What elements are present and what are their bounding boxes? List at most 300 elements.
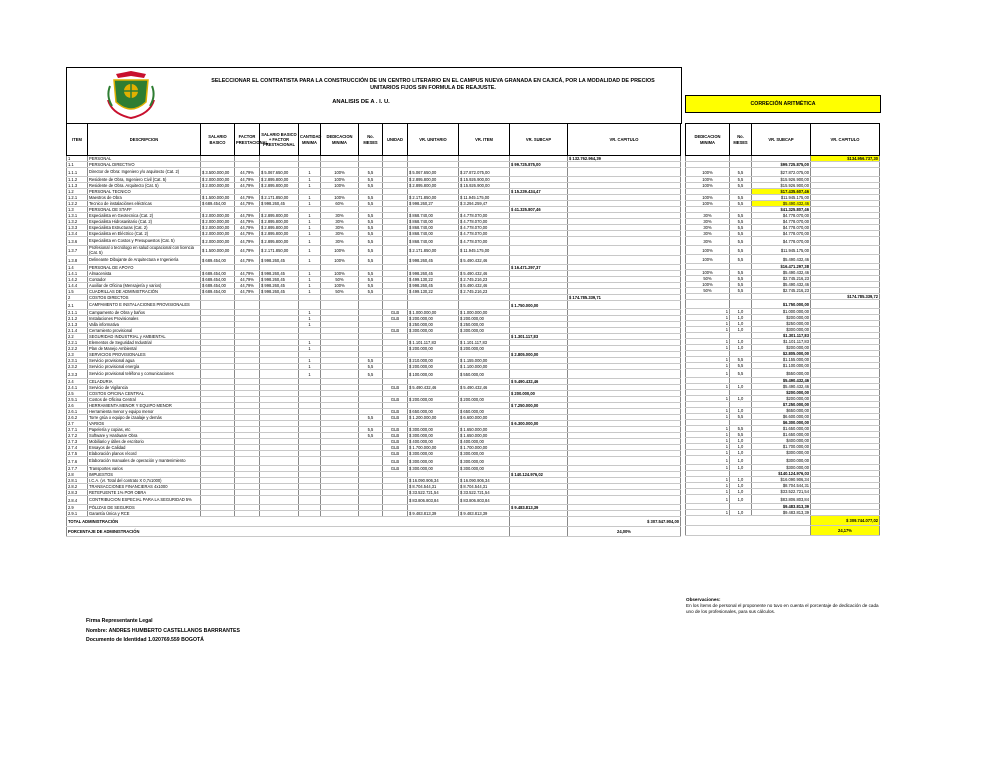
ca-dedicacion: 1 bbox=[686, 432, 730, 438]
ca-capitulo bbox=[811, 495, 880, 504]
ca-table-row bbox=[686, 369, 880, 378]
item-description: Contador bbox=[88, 277, 201, 283]
firma-documento: Documento de Identidad 1.020769.559 BOGOTÁ bbox=[86, 637, 204, 644]
item-description: Torre grúa o equipo de izaalaje y demás bbox=[88, 415, 201, 421]
numero-meses: 5,5 bbox=[359, 195, 383, 201]
ca-spacer bbox=[686, 516, 811, 526]
salario-basico: $ 689.454,00 bbox=[201, 277, 235, 283]
valor-capitulo bbox=[568, 496, 681, 505]
valor-item: $ 4.778.070,00 bbox=[459, 225, 510, 231]
item-code: 2.6 bbox=[67, 403, 88, 409]
item-code: 2.8.1 bbox=[67, 478, 88, 484]
valor-unitario: $ 998.260,45 bbox=[408, 283, 459, 289]
valor-unitario: $ 210.000,00 bbox=[408, 358, 459, 364]
ca-dedicacion: 1 bbox=[686, 483, 730, 489]
dedicacion-minima bbox=[321, 370, 359, 379]
factor-prestacional: 44,79% bbox=[235, 219, 260, 225]
valor-item: $ 9.483.813,39 bbox=[459, 511, 510, 517]
ca-subcap: $15.926.900,00 bbox=[752, 177, 811, 183]
valor-subcapitulo: $ 16.471.297,37 bbox=[510, 265, 568, 271]
item-description: Elaboración manuales de operación y mantenimiento bbox=[88, 457, 201, 466]
salario-basico bbox=[201, 457, 235, 466]
valor-unitario: $ 9.483.813,39 bbox=[408, 511, 459, 517]
cantidad-minima: 1 bbox=[299, 225, 321, 231]
ca-subcap: $8.704.544,31 bbox=[752, 483, 811, 489]
salario-basico: $ 2.000.000,00 bbox=[201, 237, 235, 246]
ca-meses: 5,5 bbox=[730, 195, 752, 201]
item-description: Elementos de Seguridad Industrial bbox=[88, 340, 201, 346]
item-description: Costos de Oficina Central bbox=[88, 397, 201, 403]
ca-subcap: $9.483.813,39 bbox=[752, 510, 811, 516]
item-description: CONTRIBUCION ESPECIAL PARA LA SEGURIDAD 5% bbox=[88, 496, 201, 505]
cantidad-minima: 1 bbox=[299, 289, 321, 295]
numero-meses: 5,5 bbox=[359, 183, 383, 189]
factor-prestacional: 44,79% bbox=[235, 283, 260, 289]
ca-table-row bbox=[686, 526, 880, 536]
ca-dedicacion: 100% bbox=[686, 282, 730, 288]
item-description: Instalaciones Provisionales bbox=[88, 316, 201, 322]
item-description: Ensayos de Calidad bbox=[88, 445, 201, 451]
ca-subcap: $1.750.000,00 bbox=[752, 300, 811, 309]
factor-prestacional: 44,79% bbox=[235, 271, 260, 277]
ca-subcap: $16.471.297,38 bbox=[752, 264, 811, 270]
observaciones-text: En los ítems de personal el proponente no tuvo en cuenta el porcentaje de dedicación de cada uno de los profesionales, para sus cálculos. bbox=[686, 602, 879, 614]
numero-meses bbox=[359, 496, 383, 505]
item-code: 2.8.2 bbox=[67, 484, 88, 490]
dedicacion-minima: 100% bbox=[321, 283, 359, 289]
item-description: TRANSACCIONES FINANCIERAS 4x1000 bbox=[88, 484, 201, 490]
valor-item bbox=[459, 301, 510, 310]
valor-subcapitulo bbox=[510, 370, 568, 379]
ca-subcap: $2.745.216,23 bbox=[752, 276, 811, 282]
ca-column-header: VR. SUBCAP bbox=[752, 124, 811, 156]
valor-item: $ 5.490.432,46 bbox=[459, 271, 510, 277]
valor-subcapitulo: $ 99.725.875,00 bbox=[510, 162, 568, 168]
ca-meses: 5,5 bbox=[730, 369, 752, 378]
correccion-aritmetica-table bbox=[685, 123, 880, 536]
salario-mas-factor: $ 998.260,45 bbox=[260, 277, 299, 283]
ca-subcap: $1.155.000,00 bbox=[752, 357, 811, 363]
salario-mas-factor bbox=[260, 301, 299, 310]
salario-mas-factor: $ 2.895.800,00 bbox=[260, 219, 299, 225]
valor-subcapitulo: $ 15.239.434,47 bbox=[510, 189, 568, 195]
ca-dedicacion: 1 bbox=[686, 363, 730, 369]
cantidad-minima: 1 bbox=[299, 168, 321, 177]
item-description: PÓLIZAS DE SEGUROS bbox=[88, 505, 201, 511]
unidad bbox=[383, 301, 408, 310]
ca-meses: 1,0 bbox=[730, 489, 752, 495]
ca-subcap: $1.700.000,00 bbox=[752, 444, 811, 450]
dedicacion-minima bbox=[321, 301, 359, 310]
valor-capitulo bbox=[568, 246, 681, 256]
cantidad-minima: 1 bbox=[299, 346, 321, 352]
item-code: 2.2.2 bbox=[67, 346, 88, 352]
item-code: 2.7.5 bbox=[67, 451, 88, 457]
salario-basico bbox=[201, 370, 235, 379]
item-description: Servicio provisional teléfono y comunicaciones bbox=[88, 370, 201, 379]
ca-subcap: $200.000,00 bbox=[752, 396, 811, 402]
table-row bbox=[67, 457, 681, 466]
salario-mas-factor: $ 2.171.850,00 bbox=[260, 246, 299, 256]
ca-table-row bbox=[686, 237, 880, 246]
salario-basico bbox=[201, 496, 235, 505]
ca-subcap: $1.000.000,00 bbox=[752, 309, 811, 315]
item-code: 1.1.2 bbox=[67, 177, 88, 183]
unidad bbox=[383, 246, 408, 256]
ca-capitulo bbox=[811, 237, 880, 246]
ca-dedicacion: 30% bbox=[686, 219, 730, 225]
dedicacion-minima: 50% bbox=[321, 277, 359, 283]
cantidad-minima: 1 bbox=[299, 271, 321, 277]
document-subtitle: ANALISIS DE A . I. U. bbox=[332, 99, 390, 105]
numero-meses: 5,5 bbox=[359, 277, 383, 283]
ca-dedicacion: 1 bbox=[686, 327, 730, 333]
valor-item: $ 4.778.070,00 bbox=[459, 213, 510, 219]
valor-capitulo bbox=[568, 370, 681, 379]
ca-header-row bbox=[686, 124, 880, 156]
valor-unitario: $ 300.000,00 bbox=[408, 457, 459, 466]
ca-subcap: $4.778.070,00 bbox=[752, 231, 811, 237]
salario-mas-factor: $ 998.260,45 bbox=[260, 201, 299, 207]
ca-meses: 5,5 bbox=[730, 426, 752, 432]
item-description: Especialista en Eléctrico (Cat. 2) bbox=[88, 231, 201, 237]
ca-table-row bbox=[686, 255, 880, 264]
item-description: Director de Obra: Ingeniero y/o arquitecto (Cat. 2) bbox=[88, 168, 201, 177]
ca-dedicacion: 1 bbox=[686, 357, 730, 363]
item-description: Especialista Hidrosanitario (Cat. 2) bbox=[88, 219, 201, 225]
item-code: 2.3.2 bbox=[67, 364, 88, 370]
cantidad-minima: 1 bbox=[299, 322, 321, 328]
salario-mas-factor bbox=[260, 457, 299, 466]
ca-dedicacion: 1 bbox=[686, 444, 730, 450]
ca-subcap: $5.490.432,46 bbox=[752, 201, 811, 207]
cantidad-minima: 1 bbox=[299, 195, 321, 201]
item-code: 2.4 bbox=[67, 379, 88, 385]
unidad bbox=[383, 370, 408, 379]
ca-meses: 5,5 bbox=[730, 225, 752, 231]
cantidad-minima: 1 bbox=[299, 201, 321, 207]
ca-dedicacion: 1 bbox=[686, 477, 730, 483]
item-description: PERSONAL DE APOYO bbox=[88, 265, 201, 271]
numero-meses: 5,5 bbox=[359, 289, 383, 295]
factor-prestacional: 44,79% bbox=[235, 213, 260, 219]
valor-capitulo bbox=[568, 256, 681, 265]
item-code: 2.6.2 bbox=[67, 415, 88, 421]
ca-capitulo bbox=[811, 255, 880, 264]
total-label: TOTAL ADMINISTRACIÓN bbox=[67, 517, 510, 527]
valor-item: $ 4.778.070,00 bbox=[459, 237, 510, 246]
ca-meses: 1,0 bbox=[730, 309, 752, 315]
valor-unitario: $ 2.171.850,00 bbox=[408, 195, 459, 201]
ca-meses: 5,5 bbox=[730, 255, 752, 264]
column-header: SALARIO BASICO bbox=[201, 124, 235, 156]
valor-unitario: $ 200.000,00 bbox=[408, 364, 459, 370]
valor-item: $ 250.000,00 bbox=[459, 322, 510, 328]
table-row bbox=[67, 517, 681, 527]
ca-spacer bbox=[686, 526, 811, 536]
salario-basico: $ 1.500.000,00 bbox=[201, 246, 235, 256]
item-description: PERSONAL DE STAFF bbox=[88, 207, 201, 213]
factor-prestacional: 44,79% bbox=[235, 237, 260, 246]
numero-meses: 5,5 bbox=[359, 415, 383, 421]
ca-capitulo bbox=[811, 300, 880, 309]
valor-unitario: $ 868.740,00 bbox=[408, 225, 459, 231]
item-code: 2.3.1 bbox=[67, 358, 88, 364]
item-code: 1.4.4 bbox=[67, 283, 88, 289]
item-description: Auxiliar de Oficina (Mensajería y varios) bbox=[88, 283, 201, 289]
item-description: COSTOS DIRECTOS bbox=[88, 295, 201, 301]
table-row bbox=[67, 168, 681, 177]
item-code: 2.3 bbox=[67, 352, 88, 358]
ca-meses: 1,0 bbox=[730, 444, 752, 450]
ca-subcap: $4.778.070,00 bbox=[752, 225, 811, 231]
valor-item: $ 400.000,00 bbox=[459, 439, 510, 445]
signature-block bbox=[86, 617, 240, 646]
ca-dedicacion: 1 bbox=[686, 489, 730, 495]
column-header: DEDICACION MINIMA bbox=[321, 124, 359, 156]
ca-capitulo bbox=[811, 168, 880, 177]
table-row bbox=[67, 256, 681, 265]
valor-item: $ 1.101.117,83 bbox=[459, 340, 510, 346]
item-code: 2.1.1 bbox=[67, 310, 88, 316]
unidad: GLB bbox=[383, 310, 408, 316]
item-description: Papelería y copias, etc bbox=[88, 427, 201, 433]
item-code: 2.5.1 bbox=[67, 397, 88, 403]
ca-subcap: $33.522.721,54 bbox=[752, 489, 811, 495]
valor-unitario: $ 1.000.000,00 bbox=[408, 310, 459, 316]
factor-prestacional: 44,79% bbox=[235, 225, 260, 231]
ca-subcap: $5.490.432,46 bbox=[752, 384, 811, 390]
ca-dedicacion: 1 bbox=[686, 345, 730, 351]
column-header: VR. ITEM bbox=[459, 124, 510, 156]
valor-subcapitulo bbox=[510, 457, 568, 466]
item-code: 2.4.1 bbox=[67, 385, 88, 391]
item-code: 1.4.1 bbox=[67, 271, 88, 277]
valor-item: $ 650.000,00 bbox=[459, 409, 510, 415]
ca-subcap: $2.745.216,23 bbox=[752, 288, 811, 294]
item-description: Valla informativa bbox=[88, 322, 201, 328]
ca-dedicacion: 1 bbox=[686, 408, 730, 414]
item-code: 2.9.1 bbox=[67, 511, 88, 517]
item-code: 1.5 bbox=[67, 289, 88, 295]
ca-capitulo bbox=[811, 246, 880, 255]
valor-unitario: $ 5.067.650,00 bbox=[408, 168, 459, 177]
ca-column-header: VR. CAPITULO bbox=[811, 124, 880, 156]
item-description: Servicio provisional agua bbox=[88, 358, 201, 364]
item-description: Especialista Estructuras (Cat. 2) bbox=[88, 225, 201, 231]
valor-item: $ 4.778.070,00 bbox=[459, 219, 510, 225]
ca-meses bbox=[730, 300, 752, 309]
ca-subcap: $300.000,00 bbox=[752, 465, 811, 471]
numero-meses: 5,5 bbox=[359, 271, 383, 277]
item-code: 2.1.3 bbox=[67, 322, 88, 328]
unidad: GLB bbox=[383, 328, 408, 334]
factor-prestacional: 44,79% bbox=[235, 168, 260, 177]
valor-unitario: $ 998.260,45 bbox=[408, 256, 459, 265]
ca-column-header: No. MESES bbox=[730, 124, 752, 156]
numero-meses: 5,5 bbox=[359, 168, 383, 177]
column-header: VR. CAPITULO bbox=[568, 124, 681, 156]
item-description: Mobiliario y útiles de escritorio bbox=[88, 439, 201, 445]
ca-subcap: $5.490.432,46 bbox=[752, 282, 811, 288]
cantidad-minima: 1 bbox=[299, 246, 321, 256]
dedicacion-minima: 100% bbox=[321, 195, 359, 201]
cantidad-minima: 1 bbox=[299, 370, 321, 379]
valor-subcapitulo: $ 2.805.000,00 bbox=[510, 352, 568, 358]
unidad: GLB bbox=[383, 385, 408, 391]
valor-unitario: $ 200.000,00 bbox=[408, 397, 459, 403]
ca-subcap: $1.301.117,83 bbox=[752, 333, 811, 339]
item-description: HERRAMIENTA MENOR Y EQUIPO MENOR bbox=[88, 403, 201, 409]
ca-subcap: $1.100.000,00 bbox=[752, 363, 811, 369]
ca-dedicacion bbox=[686, 300, 730, 309]
salario-basico: $ 689.454,00 bbox=[201, 289, 235, 295]
salario-mas-factor: $ 998.260,45 bbox=[260, 256, 299, 265]
dedicacion-minima: 100% bbox=[321, 246, 359, 256]
valor-unitario: $ 2.895.800,00 bbox=[408, 177, 459, 183]
valor-unitario: $ 1.101.117,83 bbox=[408, 340, 459, 346]
valor-unitario: $ 8.704.544,31 bbox=[408, 484, 459, 490]
unidad: GLB bbox=[383, 451, 408, 457]
ca-dedicacion: 100% bbox=[686, 177, 730, 183]
ca-subcap: $300.000,00 bbox=[752, 450, 811, 456]
ca-subcap: $300.000,00 bbox=[752, 327, 811, 333]
column-header: VR. UNITARIO bbox=[408, 124, 459, 156]
item-description: IMPUESTOS bbox=[88, 472, 201, 478]
valor-item: $ 5.490.432,46 bbox=[459, 283, 510, 289]
ca-subcap: $5.490.432,46 bbox=[752, 255, 811, 264]
ca-dedicacion: 30% bbox=[686, 213, 730, 219]
table-row bbox=[67, 246, 681, 256]
column-header: DESCRIPCION bbox=[88, 124, 201, 156]
cantidad-minima: 1 bbox=[299, 358, 321, 364]
ca-meses: 1,0 bbox=[730, 456, 752, 465]
cantidad-minima bbox=[299, 301, 321, 310]
table-row bbox=[67, 301, 681, 310]
item-code: 2.7.1 bbox=[67, 427, 88, 433]
numero-meses: 5,5 bbox=[359, 364, 383, 370]
ca-dedicacion: 1 bbox=[686, 495, 730, 504]
ca-meses: 1,0 bbox=[730, 384, 752, 390]
salario-mas-factor bbox=[260, 370, 299, 379]
dedicacion-minima bbox=[321, 457, 359, 466]
ca-subcap: $6.300.000,00 bbox=[752, 420, 811, 426]
unidad: GLB bbox=[383, 457, 408, 466]
column-header: ITEM bbox=[67, 124, 88, 156]
item-description: Plan de Manejo Ambiental bbox=[88, 346, 201, 352]
ca-meses: 1,0 bbox=[730, 477, 752, 483]
valor-item: $ 11.945.175,00 bbox=[459, 246, 510, 256]
factor-prestacional bbox=[235, 301, 260, 310]
ca-meses: 5,5 bbox=[730, 282, 752, 288]
valor-item: $ 3.294.259,47 bbox=[459, 201, 510, 207]
valor-unitario: $ 868.740,00 bbox=[408, 231, 459, 237]
ca-capitulo bbox=[811, 456, 880, 465]
salario-basico bbox=[201, 301, 235, 310]
valor-item: $ 300.000,00 bbox=[459, 466, 510, 472]
ca-subcap: $400.000,00 bbox=[752, 438, 811, 444]
ca-capitulo: $134.956.737,30 bbox=[811, 156, 880, 162]
ca-subcap: $11.945.175,00 bbox=[752, 195, 811, 201]
salario-basico: $ 2.000.000,00 bbox=[201, 183, 235, 189]
factor-prestacional: 44,79% bbox=[235, 195, 260, 201]
dedicacion-minima: 30% bbox=[321, 225, 359, 231]
subcap-cell bbox=[510, 517, 568, 527]
ca-subcap: $99.725.875,00 bbox=[752, 162, 811, 168]
valor-subcapitulo bbox=[510, 256, 568, 265]
valor-unitario: $ 868.740,00 bbox=[408, 213, 459, 219]
unidad: GLB bbox=[383, 466, 408, 472]
dedicacion-minima: 30% bbox=[321, 213, 359, 219]
factor-prestacional: 44,79% bbox=[235, 231, 260, 237]
numero-meses: 5,5 bbox=[359, 213, 383, 219]
salario-mas-factor: $ 2.895.800,00 bbox=[260, 177, 299, 183]
ca-dedicacion: 50% bbox=[686, 276, 730, 282]
cantidad-minima bbox=[299, 457, 321, 466]
item-code: 1.3 bbox=[67, 207, 88, 213]
cantidad-minima: 1 bbox=[299, 364, 321, 370]
ca-meses: 5,5 bbox=[730, 219, 752, 225]
numero-meses: 5,5 bbox=[359, 427, 383, 433]
numero-meses: 5,5 bbox=[359, 256, 383, 265]
item-description: Servicio provisional energía bbox=[88, 364, 201, 370]
item-description: Servicio de Vigilancia bbox=[88, 385, 201, 391]
salario-mas-factor: $ 2.895.800,00 bbox=[260, 225, 299, 231]
valor-unitario: $ 200.000,00 bbox=[408, 316, 459, 322]
ca-capitulo: $174.785.339,72 bbox=[811, 294, 880, 300]
factor-prestacional: 44,79% bbox=[235, 256, 260, 265]
ca-table-row bbox=[686, 495, 880, 504]
ca-subcap: $2.805.000,00 bbox=[752, 351, 811, 357]
valor-unitario: $ 499.130,22 bbox=[408, 277, 459, 283]
valor-item: $ 1.100.000,00 bbox=[459, 364, 510, 370]
valor-subcapitulo bbox=[510, 237, 568, 246]
valor-item: $ 33.522.721,54 bbox=[459, 490, 510, 496]
valor-item: $ 1.700.000,00 bbox=[459, 445, 510, 451]
cantidad-minima: 1 bbox=[299, 177, 321, 183]
valor-item: $ 4.778.070,00 bbox=[459, 231, 510, 237]
cantidad-minima: 1 bbox=[299, 256, 321, 265]
valor-capitulo: $ 174.785.339,71 bbox=[568, 295, 681, 301]
item-code: 2.9 bbox=[67, 505, 88, 511]
numero-meses: 5,5 bbox=[359, 201, 383, 207]
subcap-cell bbox=[510, 527, 568, 537]
valor-unitario: $ 300.000,00 bbox=[408, 451, 459, 457]
valor-item: $ 200.000,00 bbox=[459, 397, 510, 403]
column-header: FACTOR PRESTACIONAL bbox=[235, 124, 260, 156]
numero-meses: 5,5 bbox=[359, 231, 383, 237]
valor-unitario: $ 868.740,00 bbox=[408, 219, 459, 225]
salario-mas-factor: $ 2.895.800,00 bbox=[260, 237, 299, 246]
unidad: GLB bbox=[383, 409, 408, 415]
ca-meses: 5,5 bbox=[730, 231, 752, 237]
salario-mas-factor: $ 2.895.800,00 bbox=[260, 213, 299, 219]
valor-item: $ 550.000,00 bbox=[459, 370, 510, 379]
salario-mas-factor: $ 998.260,45 bbox=[260, 283, 299, 289]
item-description: Profesional o tecnólogo en salud ocupacional con licencia (Cat. 5) bbox=[88, 246, 201, 256]
ca-subcap: $9.483.813,39 bbox=[752, 504, 811, 510]
ca-meses: 5,5 bbox=[730, 276, 752, 282]
ca-meses: 1,0 bbox=[730, 510, 752, 516]
item-description: Cerramiento provisional bbox=[88, 328, 201, 334]
salario-basico: $ 1.500.000,00 bbox=[201, 195, 235, 201]
ca-subcap: $11.945.175,00 bbox=[752, 246, 811, 255]
valor-item: $ 2.745.216,23 bbox=[459, 289, 510, 295]
salario-basico: $ 3.500.000,00 bbox=[201, 168, 235, 177]
item-code: 1.2.2 bbox=[67, 201, 88, 207]
item-code: 2.7.6 bbox=[67, 457, 88, 466]
ca-dedicacion: 30% bbox=[686, 225, 730, 231]
